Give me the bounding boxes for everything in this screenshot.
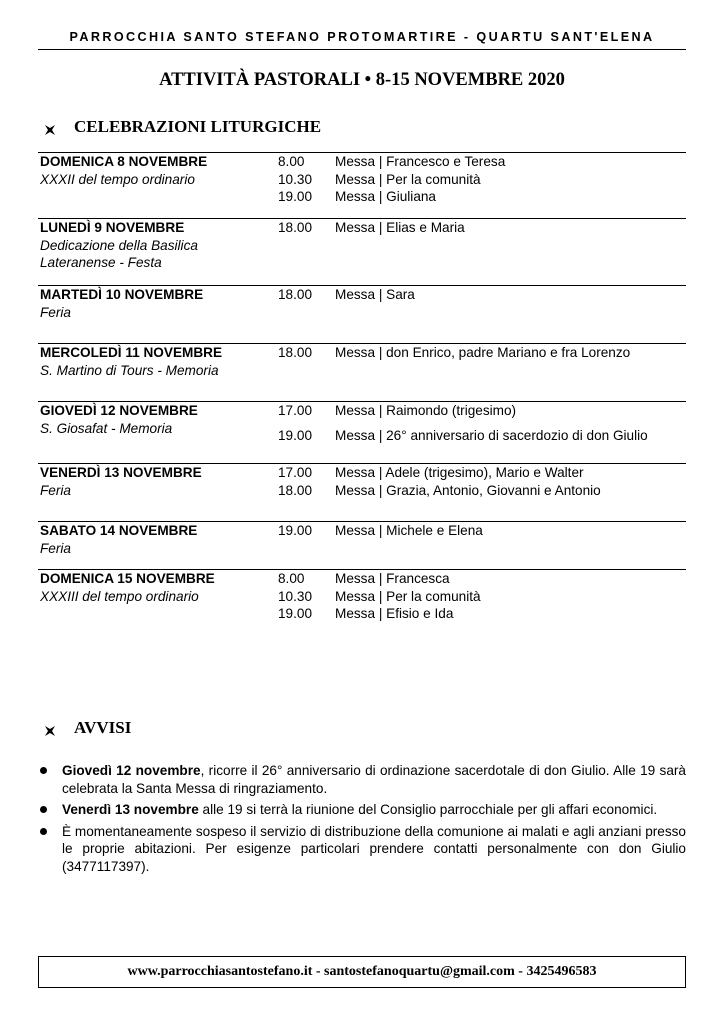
day-name: SABATO 14 NOVEMBRE [40, 523, 198, 538]
mass-time: 18.00 [278, 482, 313, 498]
day-cell [40, 522, 276, 557]
mass-intention: Messa | Per la comunità [335, 171, 481, 187]
mass-entry [278, 427, 686, 445]
mass-intention: Messa | Giuliana [335, 189, 436, 204]
mass-intention: Messa | Francesco e Teresa [335, 154, 506, 169]
mass-intention: Messa | Grazia, Antonio, Giovanni e Antonio [335, 482, 601, 498]
day-cell [40, 286, 276, 321]
section-heading-celebrazioni [44, 117, 321, 137]
notice-date: Giovedì 12 novembre [62, 763, 201, 778]
notice-text: alle 19 si terrà la riunione del Consiglio parrocchiale per gli affari economici. [198, 802, 658, 817]
notice-text: , ricorre il 26° anniversario di ordinazione sacerdotale di don Giulio. Alle 19 sarà celebrata la Santa Messa di ringraziamento. [62, 763, 686, 796]
mass-entry [278, 171, 686, 189]
notice-item [38, 762, 686, 797]
mass-entry [278, 286, 686, 304]
day-row [38, 343, 686, 378]
section-heading-avvisi [44, 718, 131, 738]
bullet-icon [40, 806, 47, 813]
liturgical-note: S. Martino di Tours - Memoria [40, 362, 219, 378]
day-cell [40, 344, 276, 379]
day-cell [40, 464, 276, 499]
day-row [38, 218, 686, 270]
mass-time: 8.00 [278, 154, 305, 169]
day-name: DOMENICA 15 NOVEMBRE [40, 571, 215, 586]
mass-time: 19.00 [278, 606, 313, 621]
mass-entry [278, 153, 686, 171]
liturgical-note: Feria [40, 540, 71, 556]
mass-entry [278, 522, 686, 540]
notice-item [38, 801, 686, 819]
day-name: DOMENICA 8 NOVEMBRE [40, 154, 208, 169]
mass-intention: Messa | Efisio e Ida [335, 606, 454, 621]
mass-intention: Messa | Elias e Maria [335, 220, 465, 235]
day-name: GIOVEDÌ 12 NOVEMBRE [40, 403, 198, 418]
day-cell [40, 153, 276, 188]
mass-time: 19.00 [278, 189, 313, 204]
page-title: ATTIVITÀ PASTORALI • 8-15 NOVEMBRE 2020 [159, 70, 565, 90]
mass-intention: Messa | Michele e Elena [335, 523, 483, 538]
mass-intention: Messa | Francesca [335, 571, 450, 586]
mass-list [278, 219, 686, 237]
day-row [38, 401, 686, 443]
mass-time: 10.30 [278, 588, 313, 604]
day-name: MERCOLEDÌ 11 NOVEMBRE [40, 345, 223, 360]
parish-header: PARROCCHIA SANTO STEFANO PROTOMARTIRE - QUARTU SANT'ELENA [69, 30, 655, 44]
notices-list [38, 762, 686, 879]
mass-entry [278, 605, 686, 623]
mass-time: 10.30 [278, 171, 313, 187]
liturgical-note: Dedicazione della Basilica [40, 237, 198, 253]
day-cell [40, 219, 276, 272]
mass-time: 19.00 [278, 523, 313, 538]
star-icon [44, 121, 56, 133]
mass-list [278, 464, 686, 499]
mass-entry [278, 464, 686, 482]
notice-item [38, 823, 686, 876]
liturgical-note: Lateranense - Festa [40, 255, 162, 270]
bullet-icon [40, 828, 47, 835]
mass-entry [278, 219, 686, 237]
mass-list [278, 522, 686, 540]
mass-time: 8.00 [278, 571, 305, 586]
day-cell [40, 402, 276, 437]
mass-intention: Messa | don Enrico, padre Mariano e fra Lorenzo [335, 345, 631, 360]
bullet-icon [40, 767, 47, 774]
day-name: LUNEDÌ 9 NOVEMBRE [40, 220, 185, 235]
mass-list [278, 344, 686, 362]
day-row [38, 463, 686, 498]
mass-list [278, 570, 686, 623]
mass-time: 18.00 [278, 220, 313, 235]
day-row [38, 285, 686, 320]
liturgical-note: Feria [40, 304, 71, 320]
liturgical-note: Feria [40, 482, 71, 498]
mass-time: 18.00 [278, 287, 313, 302]
mass-entry [278, 402, 686, 420]
mass-list [278, 402, 686, 445]
footer-contacts: www.parrocchiasantostefano.it - santostefanoquartu@gmail.com - 3425496583 [38, 956, 686, 988]
mass-entry [278, 570, 686, 588]
day-row [38, 521, 686, 556]
mass-intention: Messa | Per la comunità [335, 588, 481, 604]
notice-text: È momentaneamente sospeso il servizio di distribuzione della comunione ai malati e agli anziani presso le proprie abitazioni. Per esigenze particolari prendere contatti personalmente con don Giulio (3477117397). [62, 823, 686, 874]
star-icon [44, 722, 56, 734]
mass-time: 19.00 [278, 428, 313, 443]
day-name: VENERDÌ 13 NOVEMBRE [40, 465, 202, 480]
mass-time: 18.00 [278, 345, 313, 360]
mass-list [278, 153, 686, 206]
mass-intention: Messa | 26° anniversario di sacerdozio di don Giulio [335, 428, 648, 443]
mass-entry [278, 188, 686, 206]
day-row [38, 569, 686, 621]
mass-intention: Messa | Sara [335, 287, 415, 302]
day-row [38, 152, 686, 204]
section-title: CELEBRAZIONI LITURGICHE [74, 117, 322, 136]
mass-intention: Messa | Raimondo (trigesimo) [335, 403, 517, 418]
mass-time: 17.00 [278, 465, 313, 480]
day-name: MARTEDÌ 10 NOVEMBRE [40, 287, 204, 302]
mass-intention: Messa | Adele (trigesimo), Mario e Walter [335, 465, 584, 480]
liturgical-note: XXXIII del tempo ordinario [40, 588, 199, 604]
liturgical-note: XXXII del tempo ordinario [40, 171, 195, 187]
mass-entry [278, 344, 686, 362]
header-divider [38, 49, 686, 50]
notice-date: Venerdì 13 novembre [62, 802, 199, 817]
mass-entry [278, 482, 686, 500]
mass-list [278, 286, 686, 304]
liturgical-note: S. Giosafat - Memoria [40, 420, 173, 436]
day-cell [40, 570, 276, 605]
mass-time: 17.00 [278, 403, 313, 418]
section-title: AVVISI [74, 718, 132, 737]
mass-entry [278, 588, 686, 606]
